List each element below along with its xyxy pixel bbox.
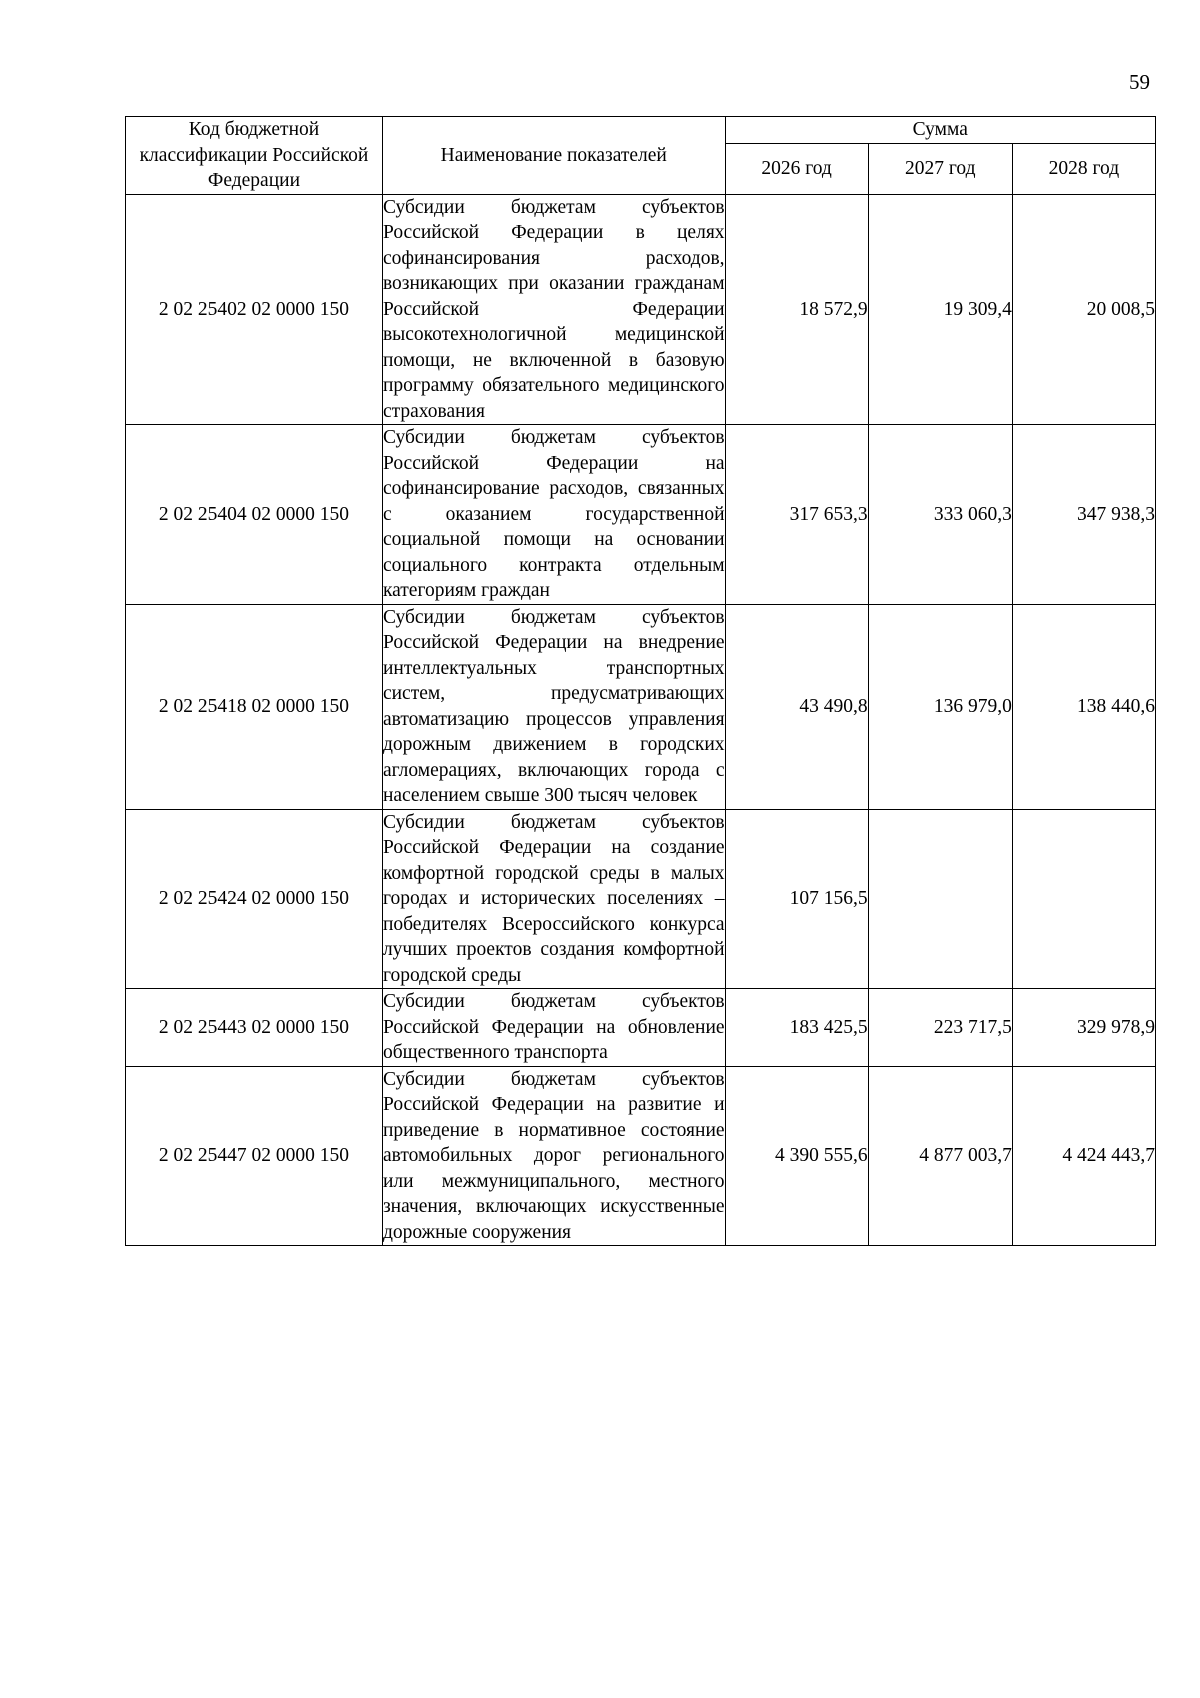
row-name: Субсидии бюджетам субъектов Российской Федерации на внедрение интеллектуальных транспортных систем, предусматривающих автоматизацию процессов управления дорожным движением в городских агломерациях, включающих города с населением свыше 300 тысяч человек <box>382 604 725 809</box>
header-name: Наименование показателей <box>382 117 725 195</box>
row-code: 2 02 25404 02 0000 150 <box>126 425 383 605</box>
row-value-2027: 4 877 003,7 <box>868 1066 1012 1246</box>
row-value-2028: 329 978,9 <box>1012 989 1155 1067</box>
row-value-2026: 43 490,8 <box>725 604 868 809</box>
row-value-2028: 347 938,3 <box>1012 425 1155 605</box>
table-row <box>126 604 1156 809</box>
header-year-2026: 2026 год <box>725 143 868 194</box>
row-value-2026: 107 156,5 <box>725 809 868 989</box>
budget-table <box>125 116 1156 1246</box>
header-year-2028: 2028 год <box>1012 143 1155 194</box>
row-value-2028: 138 440,6 <box>1012 604 1155 809</box>
row-value-2027: 223 717,5 <box>868 989 1012 1067</box>
table-row <box>126 989 1156 1067</box>
table-row <box>126 194 1156 425</box>
page-number: 59 <box>1129 70 1150 94</box>
row-name: Субсидии бюджетам субъектов Российской Федерации в целях софинансирования расходов, возникающих при оказании гражданам Российской Федерации высокотехнологичной медицинской помощи, не включенной в базовую программу обязательного медицинского страхования <box>382 194 725 425</box>
header-year-2027: 2027 год <box>868 143 1012 194</box>
row-name: Субсидии бюджетам субъектов Российской Федерации на развитие и приведение в нормативное состояние автомобильных дорог регионального или межмуниципального, местного значения, включающих искусственные дорожные сооружения <box>382 1066 725 1246</box>
row-name: Субсидии бюджетам субъектов Российской Федерации на создание комфортной городской среды в малых городах и исторических поселениях – победителях Всероссийского конкурса лучших проектов создания комфортной городской среды <box>382 809 725 989</box>
table-row <box>126 1066 1156 1246</box>
header-row-top <box>126 117 1156 144</box>
row-code: 2 02 25443 02 0000 150 <box>126 989 383 1067</box>
row-value-2028 <box>1012 809 1155 989</box>
row-value-2027: 19 309,4 <box>868 194 1012 425</box>
table-row <box>126 809 1156 989</box>
row-code: 2 02 25418 02 0000 150 <box>126 604 383 809</box>
header-code: Код бюджетной классификации Российской Федерации <box>126 117 383 195</box>
row-code: 2 02 25424 02 0000 150 <box>126 809 383 989</box>
row-value-2027: 333 060,3 <box>868 425 1012 605</box>
row-value-2026: 18 572,9 <box>725 194 868 425</box>
row-value-2027 <box>868 809 1012 989</box>
row-value-2027: 136 979,0 <box>868 604 1012 809</box>
row-value-2026: 4 390 555,6 <box>725 1066 868 1246</box>
row-name: Субсидии бюджетам субъектов Российской Федерации на софинансирование расходов, связанных с оказанием государственной социальной помощи на основании социального контракта отдельным категориям граждан <box>382 425 725 605</box>
row-code: 2 02 25402 02 0000 150 <box>126 194 383 425</box>
header-sum: Сумма <box>725 117 1155 144</box>
row-value-2026: 183 425,5 <box>725 989 868 1067</box>
row-value-2028: 4 424 443,7 <box>1012 1066 1155 1246</box>
row-value-2026: 317 653,3 <box>725 425 868 605</box>
row-name: Субсидии бюджетам субъектов Российской Федерации на обновление общественного транспорта <box>382 989 725 1067</box>
row-code: 2 02 25447 02 0000 150 <box>126 1066 383 1246</box>
table-row <box>126 425 1156 605</box>
row-value-2028: 20 008,5 <box>1012 194 1155 425</box>
